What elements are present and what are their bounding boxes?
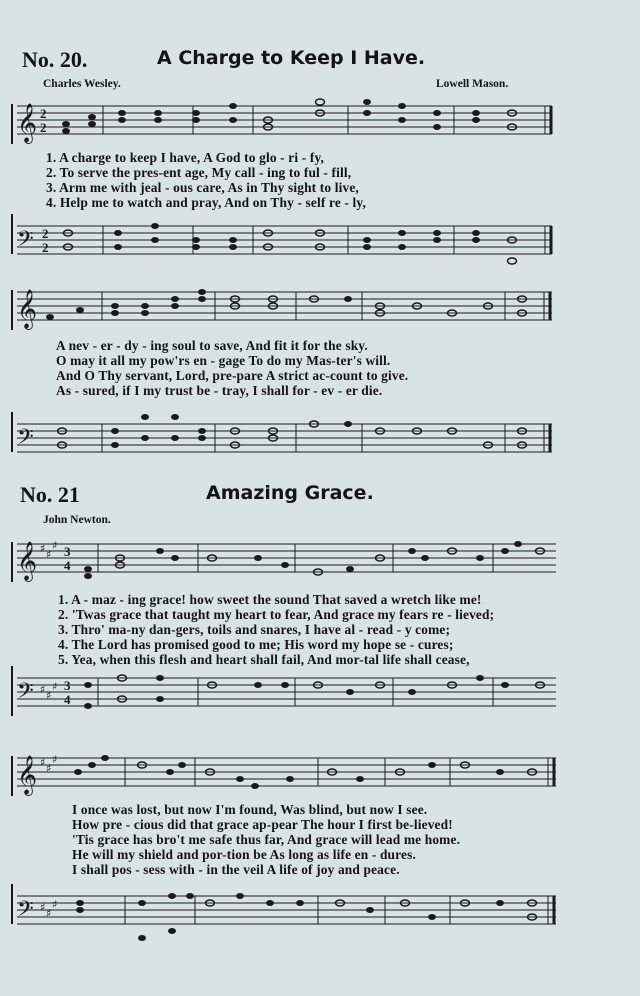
verse-line: 5. Yea, when this flesh and heart shall fail, And mor-tal life shall cease, (58, 652, 470, 667)
verse-line: O may it all my pow'rs en - gage To do my Mas-ter's will. (56, 353, 391, 368)
treble-staff (0, 532, 640, 592)
svg-text:3: 3 (64, 544, 71, 559)
verse-line: 3. Thro' ma-ny dan-gers, toils and snares, I have al - read - y come; (58, 622, 451, 637)
svg-text:♯: ♯ (52, 753, 58, 766)
bass-staff (0, 412, 640, 472)
svg-text:𝄢: 𝄢 (17, 679, 34, 709)
svg-text:♯: ♯ (52, 539, 58, 552)
svg-text:♯: ♯ (46, 548, 52, 561)
bass-staff (0, 666, 640, 726)
words-credit: John Newton. (43, 514, 111, 526)
svg-text:𝄞: 𝄞 (17, 541, 38, 581)
svg-text:𝄞: 𝄞 (17, 755, 38, 795)
svg-text:2: 2 (42, 240, 49, 255)
svg-text:♯: ♯ (46, 907, 52, 920)
bass-staff (0, 884, 640, 954)
svg-text:♯: ♯ (40, 756, 46, 769)
treble-staff (0, 280, 640, 340)
treble-staff (0, 94, 640, 154)
verse-line: 1. A - maz - ing grace! how sweet the sound That saved a wretch like me! (58, 592, 482, 607)
verse-line: 4. Help me to watch and pray, And on Thy - self re - ly, (46, 195, 367, 210)
hymn-number: No. 21 (20, 482, 80, 507)
svg-text:♯: ♯ (46, 689, 52, 702)
verse-line: 3. Arm me with jeal - ous care, As in Thy sight to live, (46, 180, 359, 195)
svg-text:2: 2 (42, 226, 49, 241)
verse-line: I shall pos - sess with - in the veil A life of joy and peace. (72, 862, 400, 877)
verse-line: How pre - cious did that grace ap-pear The hour I first be-lieved! (72, 817, 453, 832)
svg-text:4: 4 (64, 558, 71, 573)
verse-line: A nev - er - dy - ing soul to save, And fit it for the sky. (56, 338, 368, 353)
verse-line: 1. A charge to keep I have, A God to glo - ri - fy, (46, 150, 325, 165)
verse-line: He will my shield and por-tion be As long as life en - dures. (72, 847, 416, 862)
svg-text:2: 2 (40, 120, 47, 135)
verse-line: I once was lost, but now I'm found, Was blind, but now I see. (72, 802, 428, 817)
svg-text:3: 3 (64, 678, 71, 693)
svg-text:2: 2 (40, 106, 47, 121)
svg-text:♯: ♯ (40, 542, 46, 555)
verse-line: As - sured, if I my trust be - tray, I shall for - ev - er die. (56, 383, 383, 398)
treble-staff (0, 746, 640, 806)
verse-line: 4. The Lord has promised good to me; His word my hope se - cures; (58, 637, 454, 652)
hymn-number: No. 20. (22, 47, 88, 72)
svg-text:𝄢: 𝄢 (17, 425, 34, 455)
verse-line: And O Thy servant, Lord, pre-pare A strict ac-count to give. (56, 368, 409, 383)
verse-line: 2. To serve the pres-ent age, My call - ing to ful - fill, (46, 165, 352, 180)
verse-line: 2. 'Twas grace that taught my heart to fear, And grace my fears re - lieved; (58, 607, 495, 622)
music-credit: Lowell Mason. (436, 78, 509, 90)
svg-text:♯: ♯ (52, 898, 58, 911)
svg-text:♯: ♯ (40, 901, 46, 914)
svg-text:𝄢: 𝄢 (17, 897, 34, 927)
bass-staff (0, 214, 640, 274)
notes (62, 99, 517, 134)
svg-text:♯: ♯ (40, 683, 46, 696)
svg-text:♯: ♯ (46, 762, 52, 775)
hymn-title: A Charge to Keep I Have. (157, 47, 426, 69)
verse-line: 'Tis grace has bro't me safe thus far, And grace will lead me home. (72, 832, 461, 847)
svg-text:𝄢: 𝄢 (17, 227, 34, 257)
words-credit: Charles Wesley. (43, 78, 121, 90)
svg-text:𝄞: 𝄞 (17, 289, 38, 329)
svg-text:𝄞: 𝄞 (17, 103, 38, 143)
svg-text:4: 4 (64, 692, 71, 707)
hymn-title: Amazing Grace. (206, 482, 374, 504)
svg-text:♯: ♯ (52, 680, 58, 693)
